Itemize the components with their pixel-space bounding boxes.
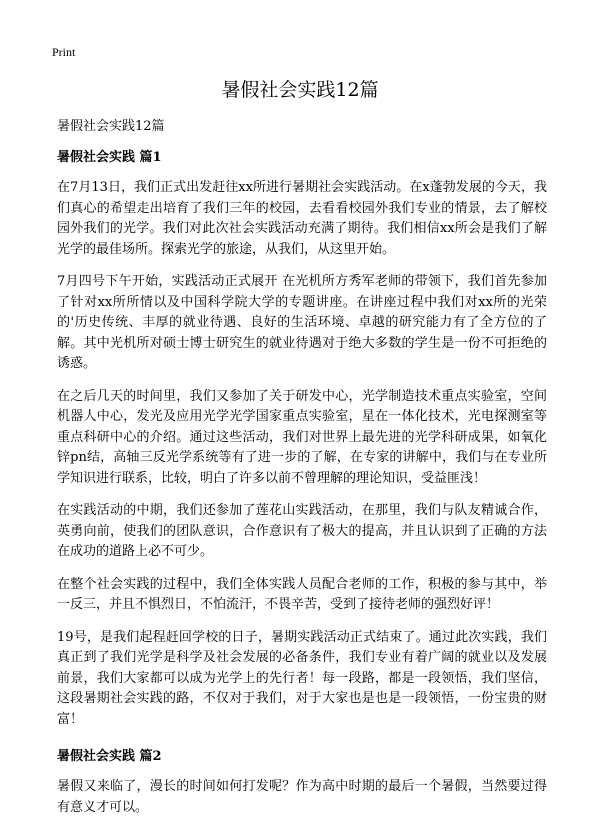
paragraph: 在之后几天的时间里，我们又参加了关于研发中心，光学制造技术重点实验室，空间机器人中心，发光及应用光学光学国家重点实验室，星在一体化技术，光电探测室等重点科研中心的介绍。通过这些活动，我们对世界上最先进的光学科研成果，如氧化锌pn结，高轴三反光学系统等有了进一步的了解，在专家的讲解中，我们与在专业所学知识进行联系，比较，明白了许多以前不曾理解的理论知识，受益匪浅！: [57, 388, 547, 486]
paragraph: 在整个社会实践的过程中，我们全体实践人员配合老师的工作，积极的参与其中，举一反三，并且不惧烈日，不怕流汗，不畏辛苦，受到了接待老师的强烈好评！: [57, 576, 547, 612]
document-subtitle: 暑假社会实践12篇: [57, 119, 165, 134]
paragraph: 暑假又来临了，漫长的时间如何打发呢？作为高中时期的最后一个暑假，当然要过得有意义才可以。: [57, 779, 547, 815]
paragraph: 在实践活动的中期，我们还参加了莲花山实践活动，在那里，我们与队友精诚合作，英勇向前，使我们的团队意识，合作意识有了极大的提高，并且认识到了正确的方法在成功的道路上必不可少。: [57, 503, 547, 559]
document-body: [57, 118, 547, 830]
paragraph: 在7月13日，我们正式出发赶往xx所进行暑期社会实践活动。在x蓬勃发展的今天，我们真心的希望走出培育了我们三年的校园，去看看校园外我们专业的情景，去了解校园外我们的光学。我们对此次社会实践活动充满了期待。我们相信xx所会是我们了解光学的最佳场所。探索光学的旅途，从我们，从这里开始。: [57, 180, 547, 257]
section-heading: 暑假社会实践 篇2: [57, 749, 162, 764]
paragraph: 7月四号下午开始，实践活动正式展开 在光机所方秀军老师的带领下，我们首先参加了针对xx所所情以及中国科学院大学的专题讲座。在讲座过程中我们对xx所的光荣的'历史传统、丰厚的就业待遇、良好的生活环境、卓越的研究能力有了全方位的了解。其中光机所对硕士博士研究生的就业待遇对于绝大多数的学生是一份不可拒绝的诱惑。: [57, 274, 547, 371]
section-2: [57, 748, 547, 818]
page-title: 暑假社会实践12篇: [221, 79, 379, 101]
section-heading: 暑假社会实践 篇1: [57, 150, 162, 165]
section-1: [57, 149, 547, 730]
print-link[interactable]: Print: [52, 45, 76, 59]
paragraph: 19号，是我们起程赶回学校的日子，暑期实践活动正式结束了。通过此次实践，我们真正到了我们光学是科学及社会发展的必备条件，我们专业有着广阔的就业以及发展前景，我们大家都可以成为光学上的先行者！每一段路，都是一段领悟，我们坚信，这段暑期社会实践的路，不仅对于我们，对于大家也是也是一段领悟，一份宝贵的财富！: [57, 629, 547, 727]
